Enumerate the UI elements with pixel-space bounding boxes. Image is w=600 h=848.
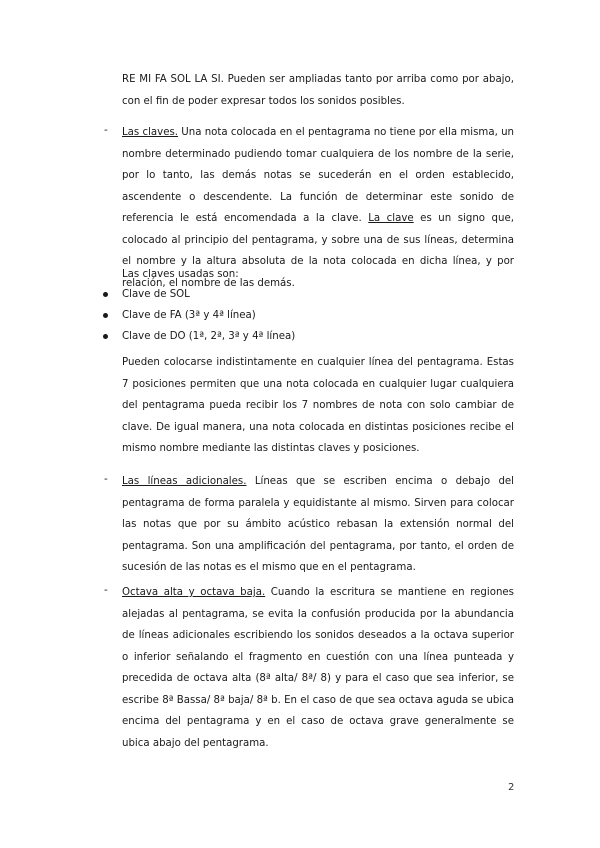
- bullet-icon: [103, 334, 108, 339]
- list-item: Clave de SOL: [122, 289, 190, 300]
- claves-text-1: Una nota colocada en el pentagrama no tiene por ella misma, un nombre determinado pudiendo tomar cualquiera de los nombre de la serie, por lo tanto, las demás notas se sucederán en el orden establecido, ascendente o descendente. La función de determinar este sonido de referencia le está encomendada a la clave.: [122, 127, 515, 224]
- claves-paragraph-2: Pueden colocarse indistintamente en cualquier línea del pentagrama. Estas 7 posiciones permiten que una nota colocada en cualquier lugar cualquiera del pentagrama pueda recibir los 7 nombres de nota con solo cambiar de clave. De igual manera, una nota colocada en distintas posiciones recibe el mismo nombre mediante las distintas claves y posiciones.: [122, 357, 514, 454]
- page-number: 2: [508, 782, 515, 793]
- claves-used-label: Las claves usadas son:: [122, 269, 239, 280]
- list-item: Clave de FA (3ª y 4ª línea): [122, 310, 256, 321]
- octava-paragraph: [122, 582, 514, 754]
- octava-text: Cuando la escritura se mantiene en regiones alejadas al pentagrama, se evita la confusión producida por la abundancia de líneas adicionales escribiendo los sonidos deseados a la octava superior o inferior señalando el fragmento en cuestión con una línea punteada y precedida de octava alta (8ª alta/ 8ª/ 8) y para el caso que sea inferior, se escribe 8ª Bassa/ 8ª baja/ 8ª b. En el caso de que sea octava aguda se ubica encima del pentagrama y en el caso de octava grave generalmente se ubica abajo del pentagrama.: [122, 587, 514, 749]
- octava-title: Octava alta y octava baja.: [122, 587, 266, 598]
- lineas-dash: -: [104, 473, 108, 485]
- clave-term: La clave: [368, 213, 414, 224]
- lineas-paragraph: [122, 471, 514, 579]
- octava-dash: -: [104, 584, 108, 596]
- bullet-icon: [103, 313, 108, 318]
- claves-title: Las claves.: [122, 127, 179, 138]
- claves-text-2: es un signo que, colocado al principio del pentagrama, y sobre una de sus líneas, determina el nombre y la altura absoluta de la nota colocada en dicha línea, y por relación, el nombre de las demás.: [122, 213, 514, 289]
- list-item: Clave de DO (1ª, 2ª, 3ª y 4ª línea): [122, 331, 296, 342]
- intro-paragraph: RE MI FA SOL LA SI. Pueden ser ampliadas tanto por arriba como por abajo, con el fin de poder expresar todos los sonidos posibles.: [122, 74, 514, 107]
- lineas-title: Las líneas adicionales.: [122, 476, 247, 487]
- claves-dash: -: [104, 124, 108, 136]
- bullet-icon: [103, 292, 108, 297]
- lineas-text: Líneas que se escriben encima o debajo del pentagrama de forma paralela y equidistante al mismo. Sirven para colocar las notas que por su ámbito acústico rebasan la extensión normal del pentagrama. Son una amplificación del pentagrama, por tanto, el orden de sucesión de las notas es el mismo que en el pentagrama.: [122, 476, 515, 573]
